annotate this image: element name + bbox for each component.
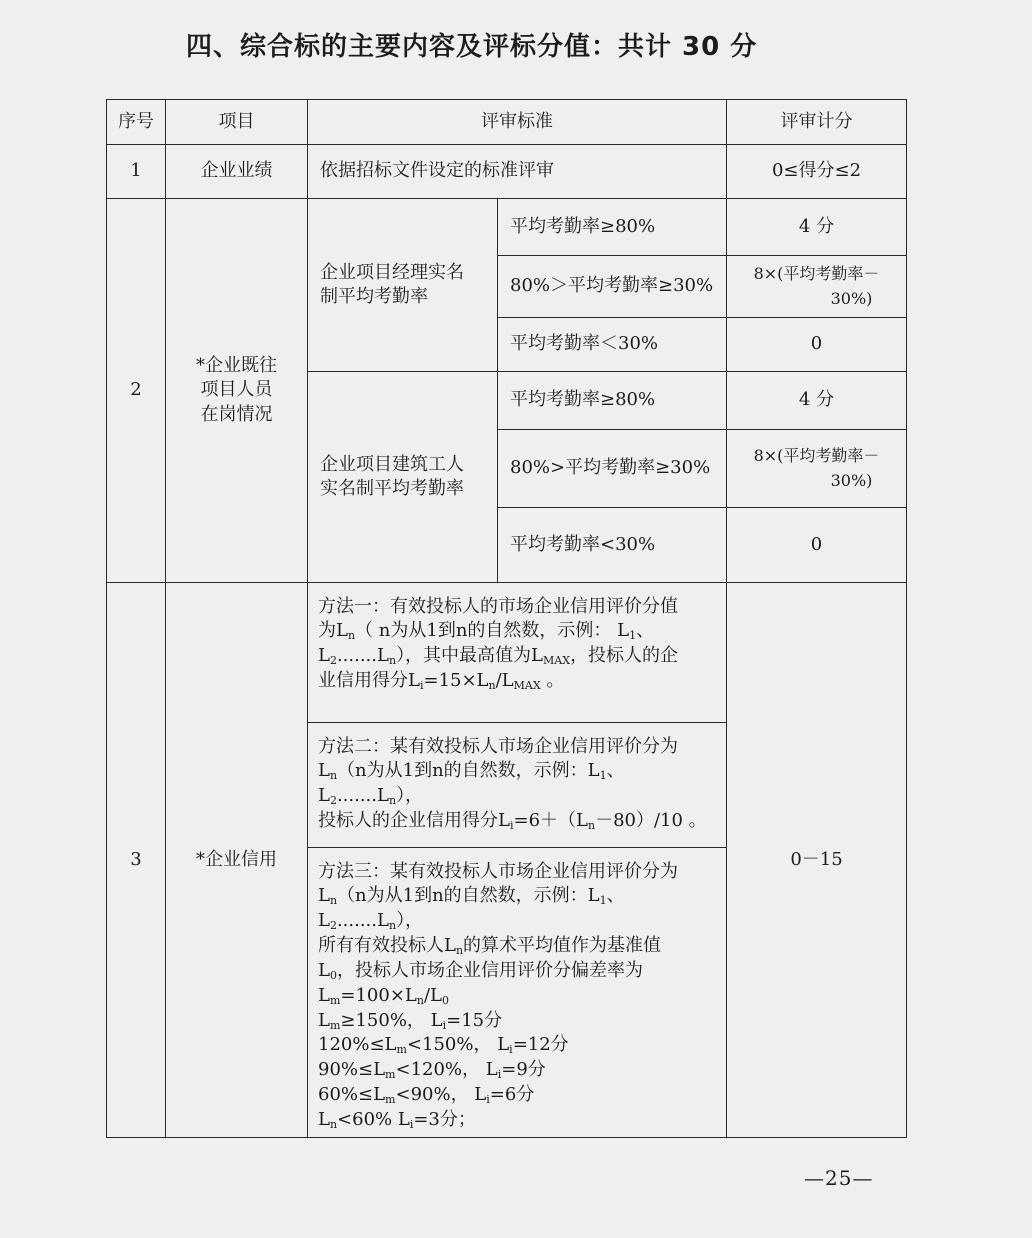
table-row-2a1 — [107, 199, 907, 256]
subscript: 1 — [599, 894, 607, 908]
group-b-name-line: 企业项目建筑工人 — [320, 453, 464, 475]
text: 方法一：有效投标人的市场企业信用评价分值 — [318, 596, 678, 617]
score-line: 8×(平均考勤率－ — [753, 263, 880, 283]
subscript: n — [388, 794, 397, 808]
group-a-cond: 平均考勤率≥80% — [498, 199, 727, 256]
header-criteria: 评审标准 — [308, 100, 727, 145]
row1-score: 0≤得分≤2 — [727, 145, 907, 199]
method3-line-4 — [318, 959, 718, 984]
method3-line-6 — [318, 1009, 718, 1034]
text: 所有有效投标人L — [318, 934, 456, 956]
text: －80）/10 。 — [595, 809, 707, 831]
method3-line-1 — [318, 860, 718, 884]
table-row-1 — [107, 145, 907, 199]
text: L — [318, 959, 330, 981]
scoring-table — [106, 99, 907, 1138]
text: ）， — [396, 910, 424, 932]
text: =6分 — [489, 1084, 535, 1106]
text: 60%≤L — [318, 1084, 386, 1106]
score-line: 8×(平均考勤率－ — [753, 445, 880, 465]
text: =9分 — [501, 1059, 546, 1081]
method3-line-2 — [318, 884, 718, 934]
subscript: m — [385, 1068, 396, 1082]
text: <150%， L — [406, 1034, 510, 1056]
text: ），其中最高值为L — [396, 645, 544, 667]
row1-no: 1 — [107, 145, 166, 199]
row3-item: *企业信用 — [166, 583, 308, 1138]
text: L — [318, 1009, 330, 1031]
text: （n为从1到n的自然数，示例：L — [337, 885, 600, 907]
subscript: n — [347, 629, 356, 643]
row1-criteria: 依据招标文件设定的标准评审 — [308, 145, 727, 199]
text: 、L — [318, 885, 625, 932]
subscript: MAX — [543, 654, 571, 668]
subscript: i — [486, 1093, 490, 1107]
method2-line-3 — [318, 809, 718, 834]
method1-line-2 — [318, 619, 718, 644]
subscript: n — [329, 769, 338, 783]
text: 、 — [636, 620, 655, 642]
row2-item-line: 在岗情况 — [200, 403, 273, 425]
text: ≥150%， L — [340, 1009, 443, 1031]
subscript: 0 — [329, 968, 337, 982]
text: 90%≤L — [318, 1059, 386, 1081]
text: 为L — [318, 620, 348, 642]
text: 方法三：某有效投标人市场企业信用评价分为 — [318, 861, 678, 882]
text: <120%， L — [395, 1059, 498, 1081]
method-three-text — [308, 848, 727, 1138]
text: .......L — [336, 645, 389, 667]
subscript: n — [488, 678, 496, 692]
score-line: 30%) — [830, 470, 873, 490]
method3-line-8 — [318, 1058, 718, 1083]
table-header-row — [107, 100, 907, 145]
text: /L — [495, 669, 514, 691]
row1-item: 企业业绩 — [166, 145, 308, 199]
subscript: n — [388, 654, 397, 668]
text: =100×L — [340, 984, 417, 1006]
section-title: 四、综合标的主要内容及评标分值：共计 30 分 — [186, 32, 758, 62]
group-b-cond: 平均考勤率<30% — [498, 508, 727, 583]
subscript: n — [329, 894, 338, 908]
method3-line-9 — [318, 1083, 718, 1108]
text: ）， — [396, 785, 424, 807]
method-one-text — [308, 583, 727, 723]
group-a-score: 4 分 — [727, 199, 907, 256]
text: 。 — [540, 669, 565, 691]
page-number: —25— — [804, 1166, 874, 1190]
method1-line-4 — [318, 669, 718, 694]
group-b-name-line: 实名制平均考勤率 — [320, 478, 464, 499]
subscript: n — [455, 943, 464, 957]
group-a-score: 0 — [727, 318, 907, 372]
subscript: 1 — [599, 769, 607, 783]
subscript: m — [329, 993, 341, 1007]
method1-line-1 — [318, 595, 718, 619]
method3-line-7 — [318, 1033, 718, 1058]
header-no: 序号 — [107, 100, 166, 145]
subscript: m — [329, 1018, 341, 1032]
text: <90%， L — [395, 1084, 487, 1106]
header-score: 评审计分 — [727, 100, 907, 145]
text: 方法二：某有效投标人市场企业信用评价分为 — [318, 736, 678, 757]
subscript: i — [509, 818, 514, 832]
group-b-name — [308, 372, 498, 583]
subscript: i — [409, 1117, 414, 1131]
text: 、L — [318, 760, 625, 807]
row3-score: 0－15 — [727, 583, 907, 1138]
text: L — [318, 984, 330, 1006]
subscript: n — [329, 1117, 338, 1131]
method-two-text — [308, 723, 727, 848]
text: =12分 — [512, 1034, 569, 1056]
text: =3分； — [413, 1108, 476, 1130]
subscript: 2 — [329, 794, 337, 808]
subscript: 0 — [442, 993, 449, 1007]
method2-line-1 — [318, 735, 718, 759]
group-b-cond: 80%>平均考勤率≥30% — [498, 430, 727, 508]
row2-item — [166, 199, 308, 583]
text: 业信用得分L — [318, 669, 420, 691]
text: <60% L — [337, 1108, 410, 1130]
text: （n为从1到n的自然数，示例：L — [337, 760, 600, 782]
table-row-3-method1 — [107, 583, 907, 723]
text: 120%≤L — [318, 1034, 397, 1056]
subscript: 2 — [329, 919, 337, 933]
text: ，投标人市场企业信用评价分偏差率为 — [336, 959, 643, 981]
group-a-cond: 平均考勤率＜30% — [498, 318, 727, 372]
subscript: n — [388, 919, 397, 933]
group-b-score: 4 分 — [727, 372, 907, 430]
text: L — [318, 1108, 330, 1130]
subscript: i — [442, 1018, 447, 1032]
text: 的算术平均值作为基准值 — [463, 934, 662, 956]
subscript: m — [385, 1093, 396, 1107]
text: L — [318, 760, 330, 782]
text: =15×L — [423, 669, 489, 691]
header-item: 项目 — [166, 100, 308, 145]
text: /L — [423, 984, 442, 1006]
group-a-name-line: 制平均考勤率 — [320, 286, 428, 307]
subscript: 2 — [329, 654, 337, 668]
text: L — [318, 645, 330, 667]
subscript: m — [396, 1043, 407, 1057]
subscript: n — [416, 993, 424, 1007]
group-a-score — [727, 256, 907, 318]
text: （ n为从1到n的自然数，示例： L — [355, 620, 630, 642]
group-a-cond: 80%＞平均考勤率≥30% — [498, 256, 727, 318]
text: .......L — [336, 910, 389, 932]
subscript: i — [419, 678, 424, 692]
subscript: n — [587, 818, 596, 832]
subscript: MAX — [513, 678, 541, 692]
text: =6＋（L — [513, 809, 588, 831]
subscript: i — [497, 1068, 502, 1082]
group-b-score: 0 — [727, 508, 907, 583]
text: .......L — [336, 785, 389, 807]
method3-line-5 — [318, 984, 718, 1009]
score-line: 30%) — [830, 288, 873, 308]
subscript: 1 — [629, 629, 637, 643]
row3-no: 3 — [107, 583, 166, 1138]
text: ，投标人的企 — [570, 645, 679, 667]
method3-line-10 — [318, 1108, 718, 1133]
group-a-name — [308, 199, 498, 372]
text: =15分 — [446, 1009, 503, 1031]
row2-item-line: 项目人员 — [200, 379, 273, 401]
group-b-cond: 平均考勤率≥80% — [498, 372, 727, 430]
text: 投标人的企业信用得分L — [318, 809, 510, 831]
row2-no: 2 — [107, 199, 166, 583]
group-b-score — [727, 430, 907, 508]
method3-line-3 — [318, 934, 718, 959]
row2-item-line: *企业既往 — [196, 355, 277, 377]
method2-line-2 — [318, 759, 718, 809]
group-a-name-line: 企业项目经理实名 — [320, 261, 464, 283]
method1-line-3 — [318, 644, 718, 669]
text: L — [318, 885, 330, 907]
subscript: i — [509, 1043, 513, 1057]
